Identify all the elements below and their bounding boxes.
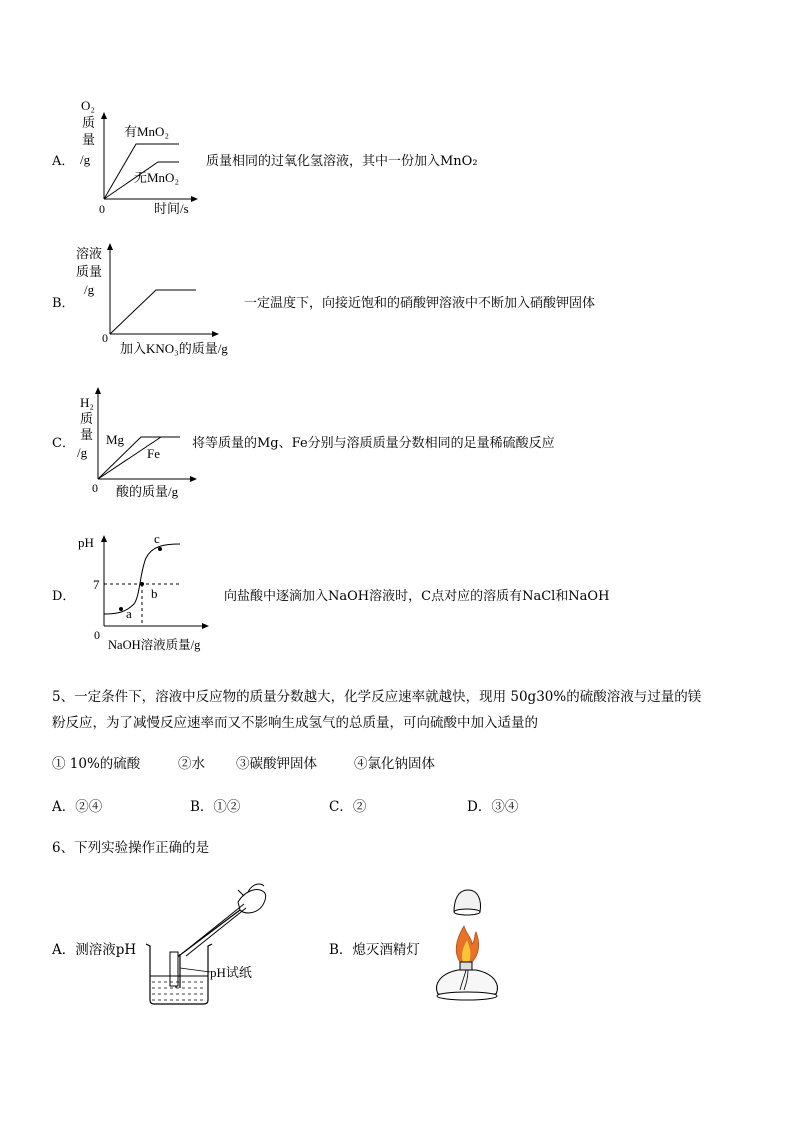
question5-item: ④氯化钠固体 [354, 756, 435, 772]
x-axis-label: 加入KNO₃的质量/g [120, 341, 228, 356]
ylabel-line: 质 [80, 411, 94, 426]
x-axis-arrow [191, 196, 198, 202]
x-axis-label: NaOH溶液质量/g [108, 638, 201, 652]
ph-measurement-illustration [140, 880, 300, 1010]
option-d-graph [74, 528, 224, 653]
x-axis-arrow [202, 623, 209, 629]
hand-drawing [238, 890, 266, 913]
y-axis-arrow [95, 387, 101, 394]
y-axis-label: pH [78, 535, 94, 550]
curve-label-upper: 有MnO₂ [124, 124, 169, 139]
question5-item: ②水 [178, 756, 205, 772]
ph-paper-tag: pH试纸 [210, 965, 252, 980]
option-b-description: 一定温度下，向接近饱和的硝酸钾溶液中不断加入硝酸钾固体 [244, 296, 596, 311]
option-c-graph [74, 380, 204, 500]
beaker [146, 944, 212, 1004]
ylabel-line: 溶液 [76, 246, 103, 261]
origin-label: 0 [92, 481, 98, 495]
tick-7-label: 7 [93, 577, 100, 592]
point-b-label: b [151, 586, 158, 601]
question5-item: ③碳酸钾固体 [236, 756, 317, 772]
origin-label: 0 [99, 202, 105, 216]
curve-label-lower: 无MnO₂ [134, 170, 179, 185]
solution-mass-curve [110, 290, 196, 334]
ylabel-line: O₂ [81, 98, 95, 113]
point-a [119, 607, 123, 611]
x-axis-arrow [212, 331, 219, 337]
ylabel-line: 量 [80, 427, 94, 442]
option-c-label: C． [52, 436, 75, 451]
option-c-description: 将等质量的Mg、Fe分别与溶质质量分数相同的足量稀硫酸反应 [192, 436, 555, 451]
y-axis-arrow [107, 243, 113, 250]
question5-choice-d[interactable]: D．③④ [467, 799, 519, 815]
question5-choice-c[interactable]: C．② [329, 799, 367, 815]
ylabel-line: /g [80, 152, 91, 167]
point-b [140, 582, 144, 586]
question6-option-b-label[interactable]: B．熄灭酒精灯 [329, 942, 420, 958]
curve-label-fe: Fe [147, 446, 160, 461]
option-b-graph [74, 238, 254, 358]
option-d-label: D． [52, 589, 76, 604]
question6-option-a-label[interactable]: A．测溶液pH [52, 942, 137, 958]
question5-stem-line1: 5、一定条件下，溶液中反应物的质量分数越大，化学反应速率就越快，现用 50g30%的硫酸溶液与过量的镁 [52, 689, 702, 705]
point-a-label: a [126, 606, 132, 621]
point-c [158, 547, 162, 551]
curve-label-mg: Mg [106, 432, 125, 447]
ylabel-line: 质 [82, 115, 96, 130]
option-d-description: 向盐酸中逐滴加入NaOH溶液时，C点对应的溶质有NaCl和NaOH [224, 589, 610, 604]
option-a-graph [74, 96, 204, 216]
wick-holder [460, 962, 472, 970]
question5-stem-line2: 粉反应，为了减慢反应速率而又不影响生成氢气的总质量，可向硫酸中加入适量的 [52, 715, 538, 731]
x-axis-arrow [190, 476, 197, 482]
ylabel-line: /g [77, 445, 88, 460]
question5-choice-a[interactable]: A．②④ [52, 799, 103, 815]
x-axis-label: 酸的质量/g [116, 484, 179, 499]
origin-label: 0 [102, 331, 108, 345]
option-b-label: B． [52, 296, 75, 311]
ylabel-line: /g [84, 282, 95, 297]
option-a-description: 质量相同的过氧化氢溶液，其中一份加入MnO₂ [206, 154, 478, 169]
question5-choice-b[interactable]: B．①② [190, 799, 241, 815]
question6-stem: 6、下列实验操作正确的是 [52, 840, 210, 856]
x-axis-label: 时间/s [154, 201, 189, 216]
ph-paper [170, 952, 178, 986]
y-axis-arrow [101, 112, 107, 119]
ylabel-line: 质量 [76, 264, 103, 279]
point-c-label: c [154, 531, 160, 546]
lamp-body [437, 970, 498, 994]
question5-item: ① 10%的硫酸 [52, 756, 141, 772]
origin-label: 0 [94, 628, 100, 642]
alcohol-lamp-illustration [420, 882, 510, 1007]
option-a-label: A． [52, 154, 75, 169]
ylabel-line: H₂ [80, 395, 94, 410]
ylabel-line: 量 [82, 132, 96, 147]
y-axis-arrow [101, 535, 107, 542]
